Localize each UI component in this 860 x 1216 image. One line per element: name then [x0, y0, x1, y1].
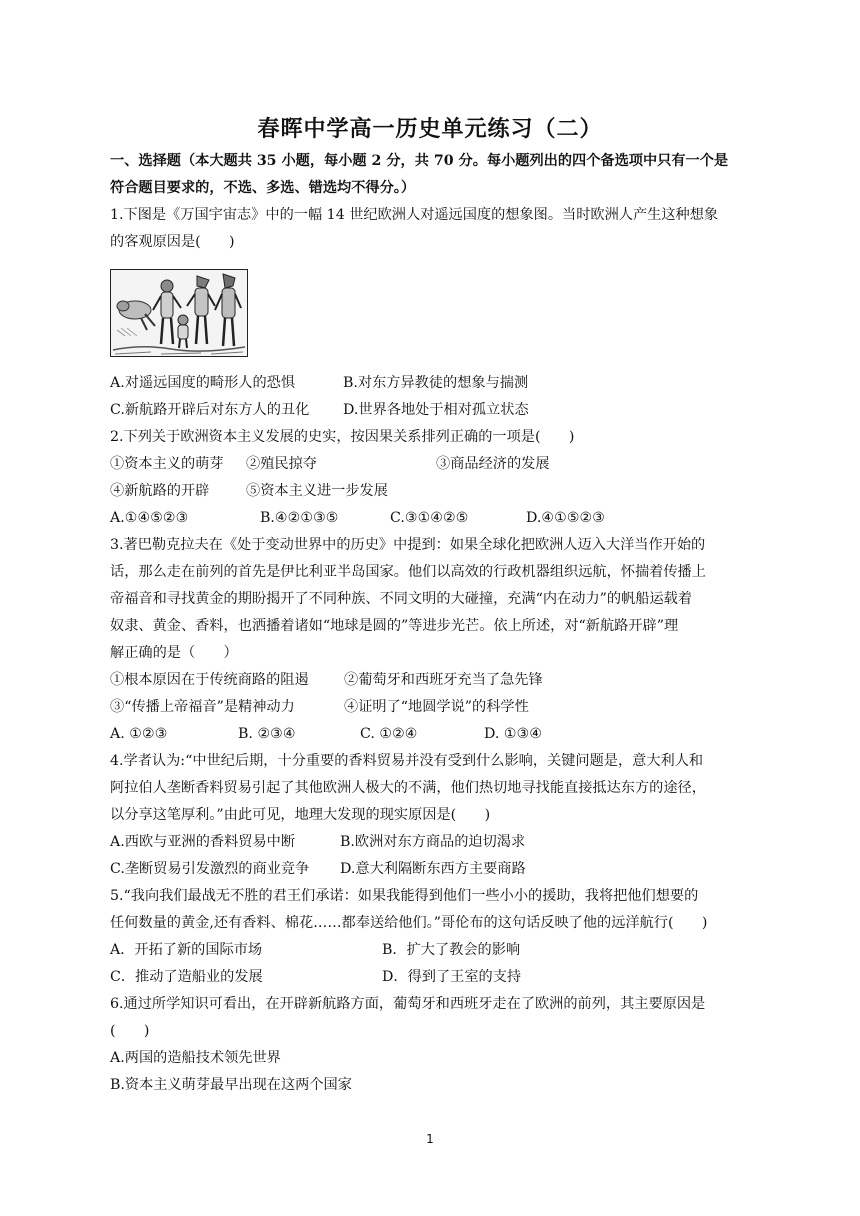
q1-option-d: D.世界各地处于相对孤立状态	[343, 402, 529, 418]
q4-stem-line-1: 4.学者认为:“中世纪后期，十分重要的香料贸易并没有受到什么影响，关键问题是，意大利人和	[110, 753, 704, 769]
q2-option-a: A.①④⑤②③	[110, 510, 189, 526]
q4-option-c: C.垄断贸易引发激烈的商业竞争	[110, 861, 310, 877]
q3-option-d: D. ①③④	[484, 726, 543, 742]
woodcut-figures-image	[111, 270, 247, 356]
q2-item-5: ⑤资本主义进一步发展	[246, 483, 388, 499]
q1-options-row-2	[110, 397, 760, 424]
q3-item-4: ④证明了“地圆学说”的科学性	[344, 699, 529, 715]
q4-option-b: B.欧洲对东方商品的迫切渴求	[340, 834, 526, 850]
q3-options-row	[110, 721, 760, 748]
q2-option-b: B.④②①③⑤	[260, 510, 339, 526]
q3-item-1: ①根本原因在于传统商路的阻遏	[110, 672, 309, 688]
q2-items-row-2	[110, 478, 760, 505]
q2-option-c: C.③①④②⑤	[390, 510, 469, 526]
q4-option-a: A.西欧与亚洲的香料贸易中断	[110, 834, 296, 850]
q1-option-c: C.新航路开辟后对东方人的丑化	[110, 402, 310, 418]
q5-option-b: B．扩大了教会的影响	[382, 942, 521, 958]
q4-options-row-2	[110, 856, 760, 883]
q5-stem-line-1: 5.“我向我们最战无不胜的君王们承诺：如果我能得到他们一些小小的援助，我将把他们想要的	[110, 888, 699, 904]
q1-option-a: A.对遥远国度的畸形人的恐惧	[110, 375, 296, 391]
section-heading-line-2: 符合题目要求的，不选、多选、错选均不得分。）	[110, 180, 416, 196]
q2-options-row	[110, 505, 760, 532]
q5-stem-line-2: 任何数量的黄金,还有香料、棉花……都奉送给他们。”哥伦布的这句话反映了他的远洋航行( )	[110, 915, 708, 931]
q5-options-row-1	[110, 937, 760, 964]
q2-item-3: ③商品经济的发展	[436, 456, 550, 472]
q4-options-row-1	[110, 829, 760, 856]
q3-stem-line-2: 话，那么走在前列的首先是伊比利亚半岛国家。他们以高效的行政机器组织远航，怀揣着传播上	[110, 564, 706, 580]
q3-option-a: A. ①②③	[110, 726, 168, 742]
q5-option-d: D．得到了王室的支持	[382, 969, 522, 985]
q1-option-b: B.对东方异教徒的想象与揣测	[343, 375, 529, 391]
q6-stem-line-2: ( )	[110, 1023, 150, 1039]
q2-item-4: ④新航路的开辟	[110, 483, 210, 499]
q2-items-row-1	[110, 451, 760, 478]
q3-item-3: ③“传播上帝福音”是精神动力	[110, 699, 295, 715]
q3-item-2: ②葡萄牙和西班牙充当了急先锋	[344, 672, 543, 688]
q1-stem-line-1: 1.下图是《万国宇宙志》中的一幅 14 世纪欧洲人对遥远国度的想象图。当时欧洲人产生这种想象	[110, 207, 719, 223]
q5-option-a: A．开拓了新的国际市场	[110, 942, 263, 958]
q4-stem-line-3: 以分享这笔厚利。”由此可见，地理大发现的现实原因是( )	[110, 807, 491, 823]
q5-options-row-2	[110, 964, 760, 991]
q2-item-2: ②殖民掠夺	[246, 456, 317, 472]
q2-stem: 2.下列关于欧洲资本主义发展的史实，按因果关系排列正确的一项是( )	[110, 429, 575, 445]
q6-stem-line-1: 6.通过所学知识可看出，在开辟新航路方面，葡萄牙和西班牙走在了欧洲的前列，其主要原因是	[110, 996, 706, 1012]
q3-option-c: C. ①②④	[360, 726, 418, 742]
q1-options-row-1	[110, 370, 760, 397]
q2-option-d: D.④①⑤②③	[526, 510, 605, 526]
page-title: 春晖中学高一历史单元练习（二）	[257, 116, 603, 142]
q1-illustration	[110, 269, 248, 357]
q6-option-a: A.两国的造船技术领先世界	[110, 1050, 281, 1066]
q3-option-b: B. ②③④	[238, 726, 296, 742]
page-number: 1	[426, 1132, 434, 1146]
q3-stem-line-3: 帝福音和寻找黄金的期盼揭开了不同种族、不同文明的大碰撞，充满“内在动力”的帆船运载着	[110, 591, 693, 607]
section-heading-line-1: 一、选择题（本大题共 35 小题，每小题 2 分，共 70 分。每小题列出的四个备选项中只有一个是	[110, 153, 729, 169]
q5-option-c: C．推动了造船业的发展	[110, 969, 263, 985]
q3-stem-line-1: 3.著巴勒克拉夫在《处于变动世界中的历史》中提到：如果全球化把欧洲人迈入大洋当作开始的	[110, 537, 706, 553]
q4-stem-line-2: 阿拉伯人垄断香料贸易引起了其他欧洲人极大的不满，他们热切地寻找能直接抵达东方的途径，	[110, 780, 706, 796]
q2-item-1: ①资本主义的萌芽	[110, 456, 224, 472]
q6-option-b: B.资本主义萌芽最早出现在这两个国家	[110, 1077, 352, 1093]
q4-option-d: D.意大利隔断东西方主要商路	[340, 861, 526, 877]
q3-stem-line-5: 解正确的是（ ）	[110, 645, 238, 661]
q1-stem-line-2: 的客观原因是( )	[110, 234, 235, 250]
q3-stem-line-4: 奴隶、黄金、香料，也洒播着诸如“地球是圆的”等进步光芒。依上所述，对“新航路开辟”理	[110, 618, 679, 634]
q3-items-row-1	[110, 667, 760, 694]
q3-items-row-2	[110, 694, 760, 721]
